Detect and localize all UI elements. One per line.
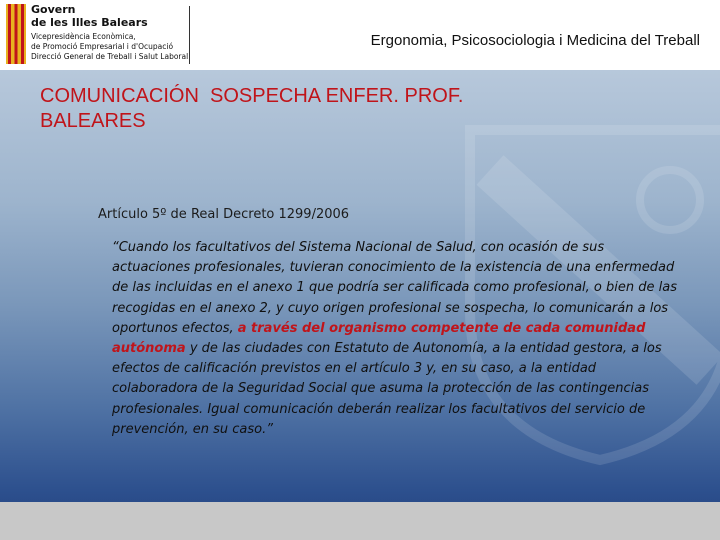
logo-sub-line-2: de Promoció Empresarial i d'Ocupació <box>31 42 174 51</box>
quote-text-before: “Cuando los facultativos del Sistema Nacional de Salud, con ocasión de sus actuaciones profesionales, tuvieran conocimiento de la existencia de una enfermedad de las incluidas en el anexo 1 que podría ser calificada como profesional, o bien de las recogidas en el anexo 2, y cuyo origen profesional se sospecha, lo comunicarán a los oportunos efectos, <box>112 240 677 336</box>
slide-title-line-2: BALEARES <box>40 110 146 132</box>
logo-sub-line-1: Vicepresidència Econòmica, <box>31 32 136 41</box>
quote-highlight: a través del organismo competente de cada comunidad autónoma <box>112 320 646 357</box>
logo-text <box>31 3 188 62</box>
logo-name-line-2: de les Illes Balears <box>31 16 148 29</box>
coat-of-arms-icon <box>6 4 26 64</box>
slide-body <box>0 70 720 540</box>
legal-quote <box>112 238 678 440</box>
logo-name-line-1: Govern <box>31 3 76 16</box>
slide-title-line-1: COMUNICACIÓN SOSPECHA ENFER. PROF. <box>40 85 464 107</box>
page-title: Ergonomia, Psicosociologia i Medicina del Treball <box>370 32 700 49</box>
logo-sub-line-3: Direcció General de Treball i Salut Laboral <box>31 52 189 61</box>
bottom-band <box>0 502 720 540</box>
header-divider <box>189 6 190 64</box>
article-reference: Artículo 5º de Real Decreto 1299/2006 <box>98 207 350 222</box>
slide-title <box>40 84 640 134</box>
quote-text-after: y de las ciudades con Estatuto de Autonomía, a la entidad gestora, a los efectos de calificación previstos en el artículo 3 y, en su caso, a la entidad colaboradora de la Seguridad Social que asuma la protección de las contingencias profesionales. Igual comunicación deberán realizar los facultativos del servicio de prevención, en su caso.” <box>112 341 662 437</box>
header <box>0 0 720 70</box>
